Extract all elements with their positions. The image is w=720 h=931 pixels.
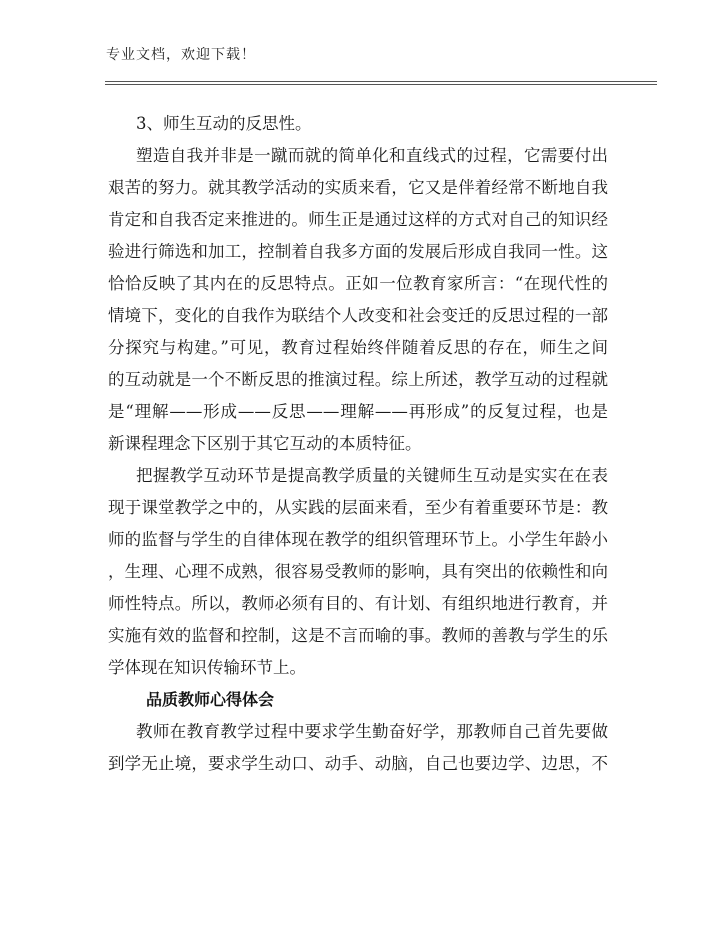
header-rule	[105, 81, 657, 82]
paragraph-line: 教师在教育教学过程中要求学生勤奋好学，那教师自己首先要做	[136, 722, 608, 741]
header-rule-double	[105, 84, 657, 85]
paragraph-teacher	[108, 716, 608, 780]
paragraph-subheading: 3、师生互动的反思性。	[136, 114, 312, 133]
paragraph-line: 到学无止境，要求学生动口、动手、动脑，自己也要边学、边思，不	[108, 754, 608, 773]
paragraph-line: 是“理解——形成——反思——理解——再形成”的反复过程，也是	[108, 402, 608, 421]
paragraph-interaction	[108, 460, 608, 684]
page-header: 专业文档，欢迎下载！	[106, 47, 256, 63]
paragraph-line: 情境下，变化的自我作为联结个人改变和社会变迁的反思过程的一部	[108, 306, 608, 325]
paragraph-line: 学体现在知识传输环节上。	[108, 658, 306, 677]
paragraph-line: 恰恰反映了其内在的反思特点。正如一位教育家所言：“在现代性的	[108, 274, 608, 293]
paragraph-line: 肯定和自我否定来推进的。师生正是通过这样的方式对自己的知识经	[108, 210, 608, 229]
paragraph-line: 分探究与构建。”可见，教育过程始终伴随着反思的存在，师生之间	[108, 338, 608, 357]
paragraph-line: 塑造自我并非是一蹴而就的简单化和直线式的过程，它需要付出	[136, 146, 608, 165]
paragraph-line: 的互动就是一个不断反思的推演过程。综上所述，教学互动的过程就	[108, 370, 608, 389]
paragraph-line: 新课程理念下区别于其它互动的本质特征。	[108, 434, 422, 453]
paragraph-line: 实施有效的监督和控制，这是不言而喻的事。教师的善教与学生的乐	[108, 626, 608, 645]
paragraph-line: 把握教学互动环节是提高教学质量的关键师生互动是实实在在表	[136, 466, 608, 485]
section-heading: 品质教师心得体会	[146, 690, 275, 709]
paragraph-line: 验进行筛选和加工，控制着自我多方面的发展后形成自我同一性。这	[108, 242, 608, 261]
paragraph-line: 现于课堂教学之中的，从实践的层面来看，至少有着重要环节是：教	[108, 498, 608, 517]
document-body	[108, 108, 608, 780]
paragraph-line: ，生理、心理不成熟，很容易受教师的影响，具有突出的依赖性和向	[108, 562, 608, 581]
paragraph-line: 师性特点。所以，教师必须有目的、有计划、有组织地进行教育，并	[108, 594, 608, 613]
paragraph-line: 师的监督与学生的自律体现在教学的组织管理环节上。小学生年龄小	[108, 530, 608, 549]
paragraph-line: 艰苦的努力。就其教学活动的实质来看，它又是伴着经常不断地自我	[108, 178, 608, 197]
paragraph-reflection	[108, 140, 608, 460]
